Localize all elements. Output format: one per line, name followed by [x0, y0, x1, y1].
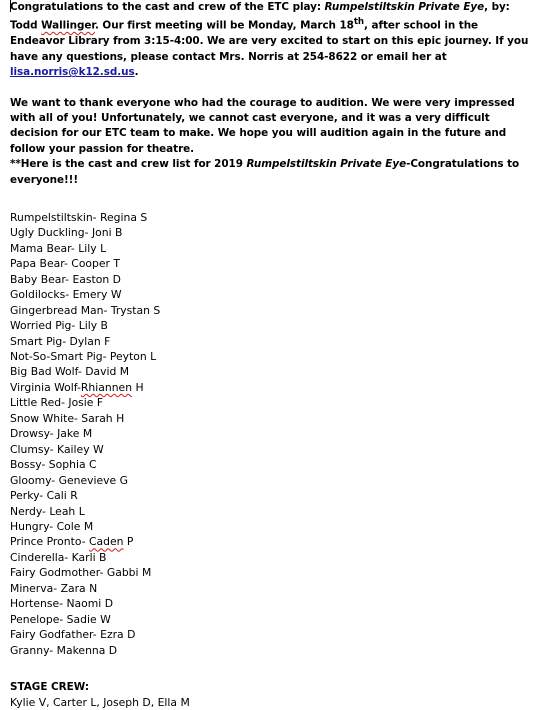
document-body — [10, 0, 535, 710]
cast-item: Fairy Godfather- Ezra D — [10, 628, 136, 642]
cast-intro-text-a: **Here is the cast and crew list for 2019 — [10, 158, 247, 171]
intro-text-d: , after school in the Endeavor Library from 3:15-4:00. We are very excited to start on this epic journey. If you have any questions, please contact Mrs. Norris at 254-8622 or email her at — [10, 19, 529, 63]
play-title: Rumpelstiltskin Private Eye — [324, 1, 485, 13]
cast-list-intro — [10, 157, 535, 188]
cast-item: Little Red- Josie F — [10, 396, 104, 410]
cast-item: Hungry- Cole M — [10, 520, 94, 533]
stage-crew-heading: STAGE CREW: — [10, 681, 90, 694]
cast-item: Bossy- Sophia C — [10, 458, 97, 472]
paragraph-gap — [10, 81, 535, 96]
thanks-paragraph: We want to thank everyone who had the courage to audition. We were very impressed with all of you! Unfortunately, we cannot cast everyone, and it was a very difficult decision for our ETC team to make. We hope you will audition again in the future and follow your passion for theatre. — [10, 96, 515, 155]
cast-item: Penelope- Sadie W — [10, 612, 111, 626]
paragraph-gap — [10, 188, 535, 210]
cast-intro-text-b: -Congratulations to everyone!!! — [10, 158, 520, 186]
author-last-name: Wallinger — [41, 19, 95, 32]
intro-text-e: . — [134, 66, 139, 79]
cast-item: Baby Bear- Easton D — [10, 272, 121, 286]
cast-item: Worried Pig- Lily B — [10, 319, 108, 333]
play-title-2: Rumpelstiltskin Private Eye — [246, 158, 407, 171]
intro-text-c: . Our first meeting will be Monday, March 18 — [94, 19, 354, 32]
cast-item: Fairy Godmother- Gabbi M — [10, 566, 152, 580]
email-link[interactable]: lisa.norris@k12.sd.us — [10, 66, 135, 79]
cast-item: Snow White- Sarah H — [10, 411, 125, 425]
cast-item: Smart Pig- Dylan F — [10, 334, 111, 348]
cast-item: Ugly Duckling- Joni B — [10, 226, 123, 240]
intro-paragraph — [10, 0, 535, 81]
intro-text-b: , by: Todd — [10, 1, 510, 32]
cast-item: Goldilocks- Emery W — [10, 288, 122, 302]
cast-item: Nerdy- Leah L — [10, 504, 85, 518]
intro-text-a: Congratulations to the cast and crew of the ETC play: — [10, 1, 325, 13]
cast-item: Papa Bear- Cooper T — [10, 257, 120, 271]
cast-role: Prince Pronto- — [10, 535, 89, 549]
cast-first-name: Caden — [88, 535, 124, 549]
cast-item: Hortense- Naomi D — [10, 597, 114, 611]
cast-role: Virginia Wolf- — [10, 380, 81, 394]
cast-item: Big Bad Wolf- David M — [10, 365, 130, 379]
date-suffix: th — [353, 17, 365, 28]
cast-item: Drowsy- Jake M — [10, 427, 93, 441]
cast-item: Granny- Makenna D — [10, 643, 118, 657]
cast-last-initial: H — [132, 380, 144, 394]
cast-item: Perky- Cali R — [10, 489, 78, 503]
cast-item: Gingerbread Man- Trystan S — [10, 303, 161, 317]
cast-item: Cinderella- Karli B — [10, 550, 107, 564]
cast-item — [10, 534, 535, 549]
cast-item: Mama Bear- Lily L — [10, 241, 107, 255]
cast-item: Rumpelstiltskin- Regina S — [10, 210, 148, 224]
cast-last-initial: P — [123, 535, 134, 549]
cast-item — [10, 380, 535, 395]
cast-list — [10, 210, 535, 658]
stage-crew-names: Kylie V, Carter L, Joseph D, Ella M — [10, 696, 190, 710]
cast-item: Clumsy- Kailey W — [10, 442, 104, 456]
cast-first-name: Rhiannen — [80, 380, 133, 394]
cast-item: Gloomy- Genevieve G — [10, 473, 128, 487]
cast-item: Minerva- Zara N — [10, 581, 98, 595]
cast-item: Not-So-Smart Pig- Peyton L — [10, 350, 157, 364]
